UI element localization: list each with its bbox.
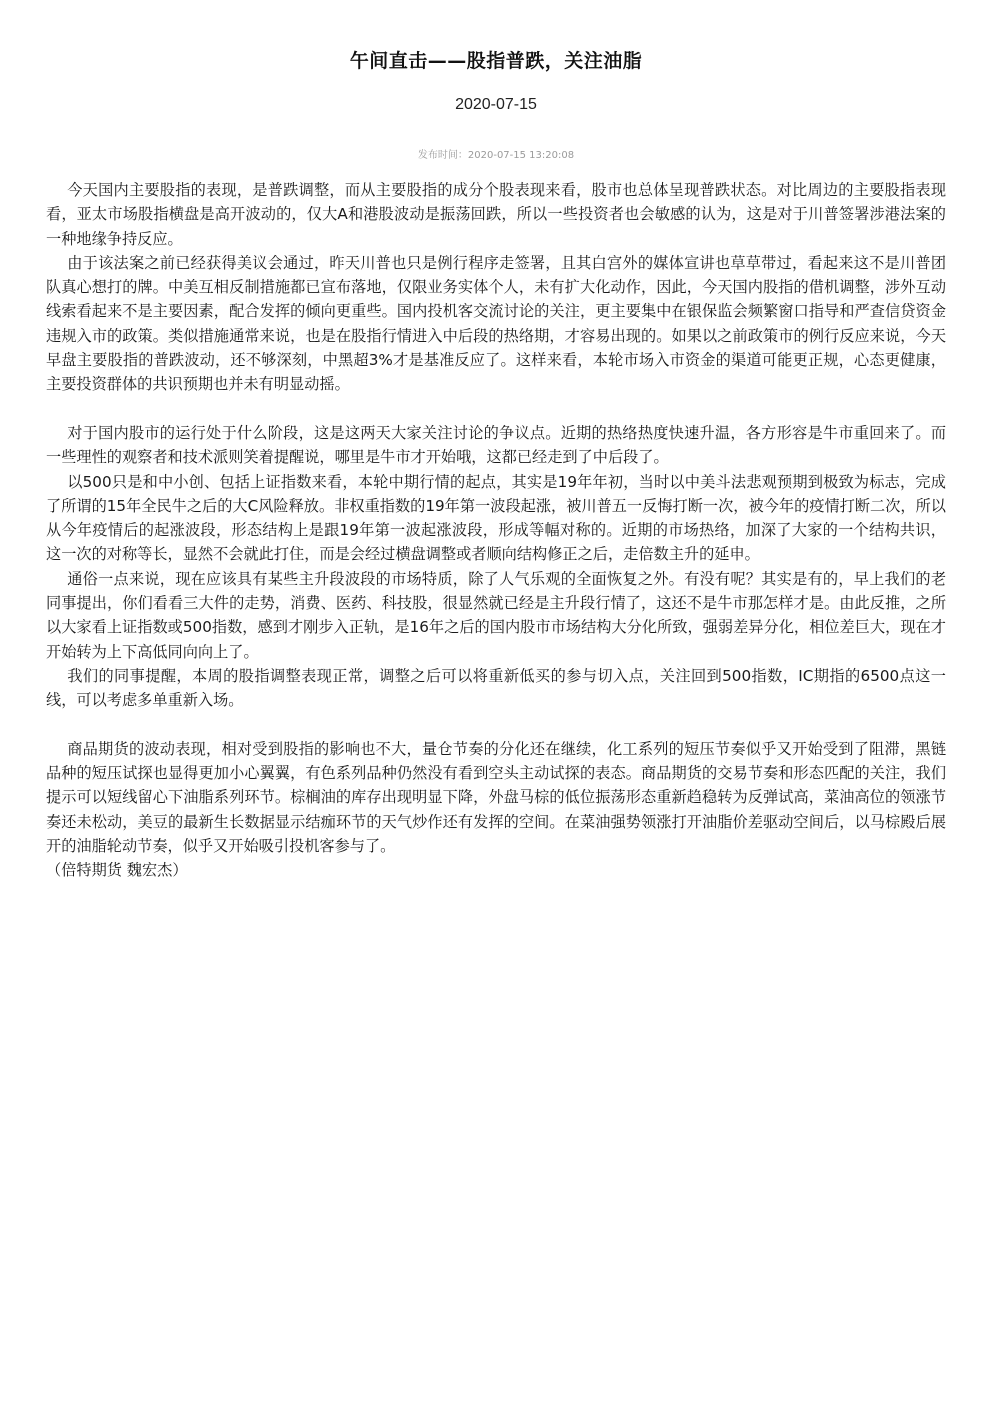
paragraph: 对于国内股市的运行处于什么阶段，这是这两天大家关注讨论的争议点。近期的热络热度快速升温，各方形容是牛市重回来了。而一些理性的观察者和技术派则笑着提醒说，哪里是牛市才开始哦，这都已经走到了中后段了。 (46, 423, 946, 467)
paragraph-spacer (46, 713, 946, 737)
paragraph-spacer (46, 397, 946, 421)
paragraph: 由于该法案之前已经获得美议会通过，昨天川普也只是例行程序走签署，且其白宫外的媒体宣讲也草草带过，看起来这不是川普团队真心想打的牌。中美互相反制措施都已宣布落地，仅限业务实体个人，未有扩大化动作，因此，今天国内股指的借机调整，涉外互动线索看起来不是主要因素，配合发挥的倾向更重些。国内投机客交流讨论的关注，更主要集中在银保监会频繁窗口指导和严查信贷资金违规入市的政策。类似措施通常来说，也是在股指行情进入中后段的热络期，才容易出现的。如果以之前政策市的例行反应来说，今天早盘主要股指的普跌波动，还不够深刻，中黑超3%才是基准反应了。这样来看，本轮市场入市资金的渠道可能更正规，心态更健康，主要投资群体的共识预期也并未有明显动摇。 (46, 253, 946, 394)
article-body (46, 178, 946, 883)
article-title: 午间直击——股指普跌，关注油脂 (349, 50, 643, 72)
paragraph: 今天国内主要股指的表现，是普跌调整，而从主要股指的成分个股表现来看，股市也总体呈现普跌状态。对比周边的主要股指表现看，亚太市场股指横盘是高开波动的，仅大A和港股波动是振荡回跌，所以一些投资者也会敏感的认为，这是对于川普签署涉港法案的一种地缘争持反应。 (46, 181, 946, 248)
paragraph: 通俗一点来说，现在应该具有某些主升段波段的市场特质，除了人气乐观的全面恢复之外。有没有呢？其实是有的，早上我们的老同事提出，你们看看三大件的走势，消费、医药、科技股，很显然就已经是主升段行情了，这还不是牛市那怎样才是。由此反推，之所以大家看上证指数或500指数，感到才刚步入正轨，是16年之后的国内股市市场结构大分化所致，强弱差异分化，相位差巨大，现在才开始转为上下高低同向向上了。 (46, 569, 946, 661)
author-signature: （倍特期货 魏宏杰） (46, 861, 188, 880)
paragraph: 我们的同事提醒，本周的股指调整表现正常，调整之后可以将重新低买的参与切入点，关注回到500指数，IC期指的6500点这一线，可以考虑多单重新入场。 (46, 666, 946, 710)
paragraph: 商品期货的波动表现，相对受到股指的影响也不大，量仓节奏的分化还在继续，化工系列的短压节奏似乎又开始受到了阻滞，黑链品种的短压试探也显得更加小心翼翼，有色系列品种仍然没有看到空头主动试探的表态。商品期货的交易节奏和形态匹配的关注，我们提示可以短线留心下油脂系列环节。棕榈油的库存出现明显下降，外盘马棕的低位振荡形态重新趋稳转为反弹试高，菜油高位的领涨节奏还未松动，美豆的最新生长数据显示结痂环节的天气炒作还有发挥的空间。在菜油强势领涨打开油脂价差驱动空间后，以马棕殿后展开的油脂轮动节奏，似乎又开始吸引投机客参与了。 (46, 739, 946, 856)
article-date: 2020-07-15 (455, 96, 537, 113)
publish-time: 发布时间：2020-07-15 13:20:08 (417, 150, 575, 161)
paragraph: 以500只是和中小创、包括上证指数来看，本轮中期行情的起点，其实是19年年初，当时以中美斗法悲观预期到极致为标志，完成了所谓的15年全民牛之后的大C风险释放。非权重指数的19年第一波段起涨，被川普五一反悔打断一次，被今年的疫情打断二次，所以从今年疫情后的起涨波段，形态结构上是跟19年第一波起涨波段，形成等幅对称的。近期的市场热络，加深了大家的一个结构共识，这一次的对称等长，显然不会就此打住，而是会经过横盘调整或者顺向结构修正之后，走倍数主升的延申。 (46, 472, 946, 564)
